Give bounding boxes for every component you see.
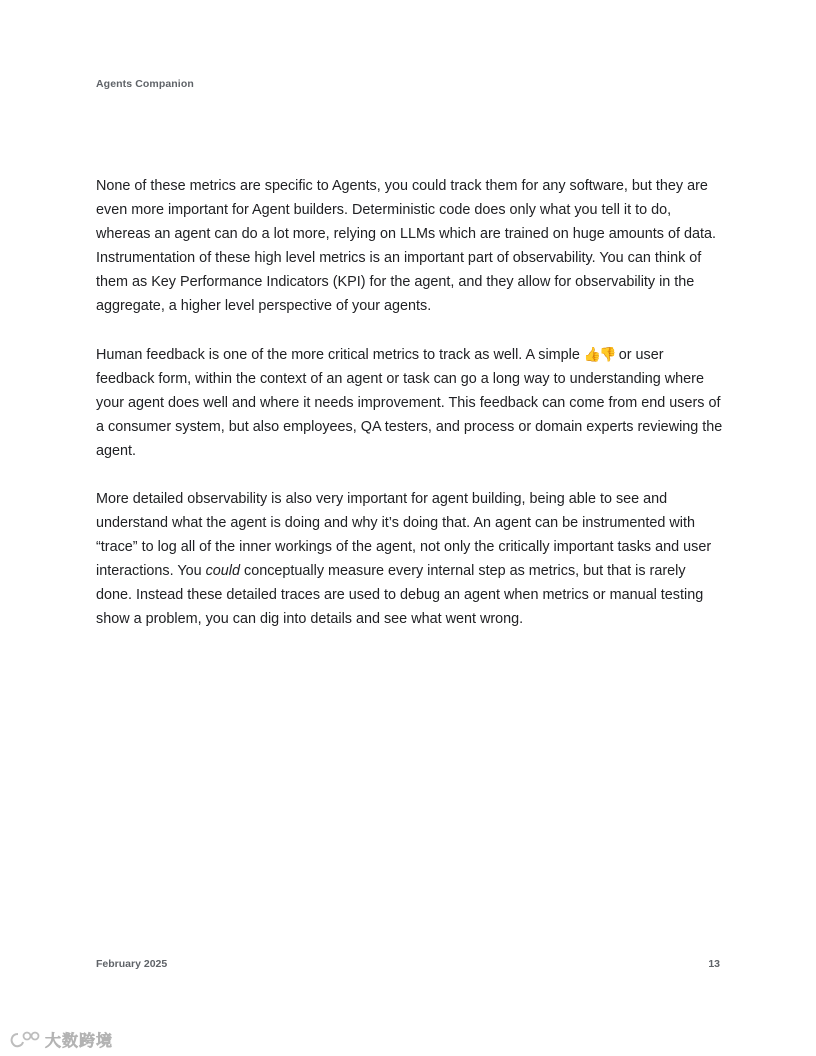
main-content bbox=[96, 174, 724, 655]
paragraph-text: or user feedback form, within the context of an agent or task can go a long way to understanding where your agent does well and where it needs improvement. This feedback can come from end users of a consumer system, but also employees, QA testers, and process or domain experts reviewing the agent. bbox=[96, 347, 723, 459]
paragraph-text: More detailed observability is also very important for agent building, being able to see and understand what the agent is doing and why it’s doing that. An agent can be instrumented with “trace” to log all of the inner workings of the agent, not only the critically important tasks and user interactions. You bbox=[96, 491, 712, 579]
watermark-logo-icon bbox=[8, 1030, 42, 1050]
watermark-text: 大数跨境 bbox=[45, 1031, 114, 1050]
paragraph-detailed-observability bbox=[96, 487, 724, 631]
paragraph-human-feedback bbox=[96, 342, 724, 463]
watermark bbox=[8, 1028, 113, 1051]
page-number: 13 bbox=[708, 958, 720, 970]
paragraph-metrics: None of these metrics are specific to Agents, you could track them for any software, but they are even more important for Agent builders. Deterministic code does only what you tell it to do, whereas an agent can do a lot more, relying on LLMs which are trained on huge amounts of data. Instrumentation of these high level metrics is an important part of observability. You can think of them as Key Performance Indicators (KPI) for the agent, and they allow for observability in the aggregate, a higher level perspective of your agents. bbox=[96, 178, 716, 314]
thumbs-up-down-icon: 👍👎 bbox=[583, 346, 615, 362]
paragraph-text: conceptually measure every internal step as metrics, but that is rarely done. Instead these detailed traces are used to debug an agent when metrics or manual testing show a problem, you can dig into details and see what went wrong. bbox=[96, 563, 704, 627]
emphasis-could: could bbox=[205, 563, 241, 579]
paragraph-text: Human feedback is one of the more critical metrics to track as well. A simple bbox=[96, 347, 584, 363]
running-header: Agents Companion bbox=[96, 78, 194, 90]
footer-date: February 2025 bbox=[96, 958, 168, 970]
